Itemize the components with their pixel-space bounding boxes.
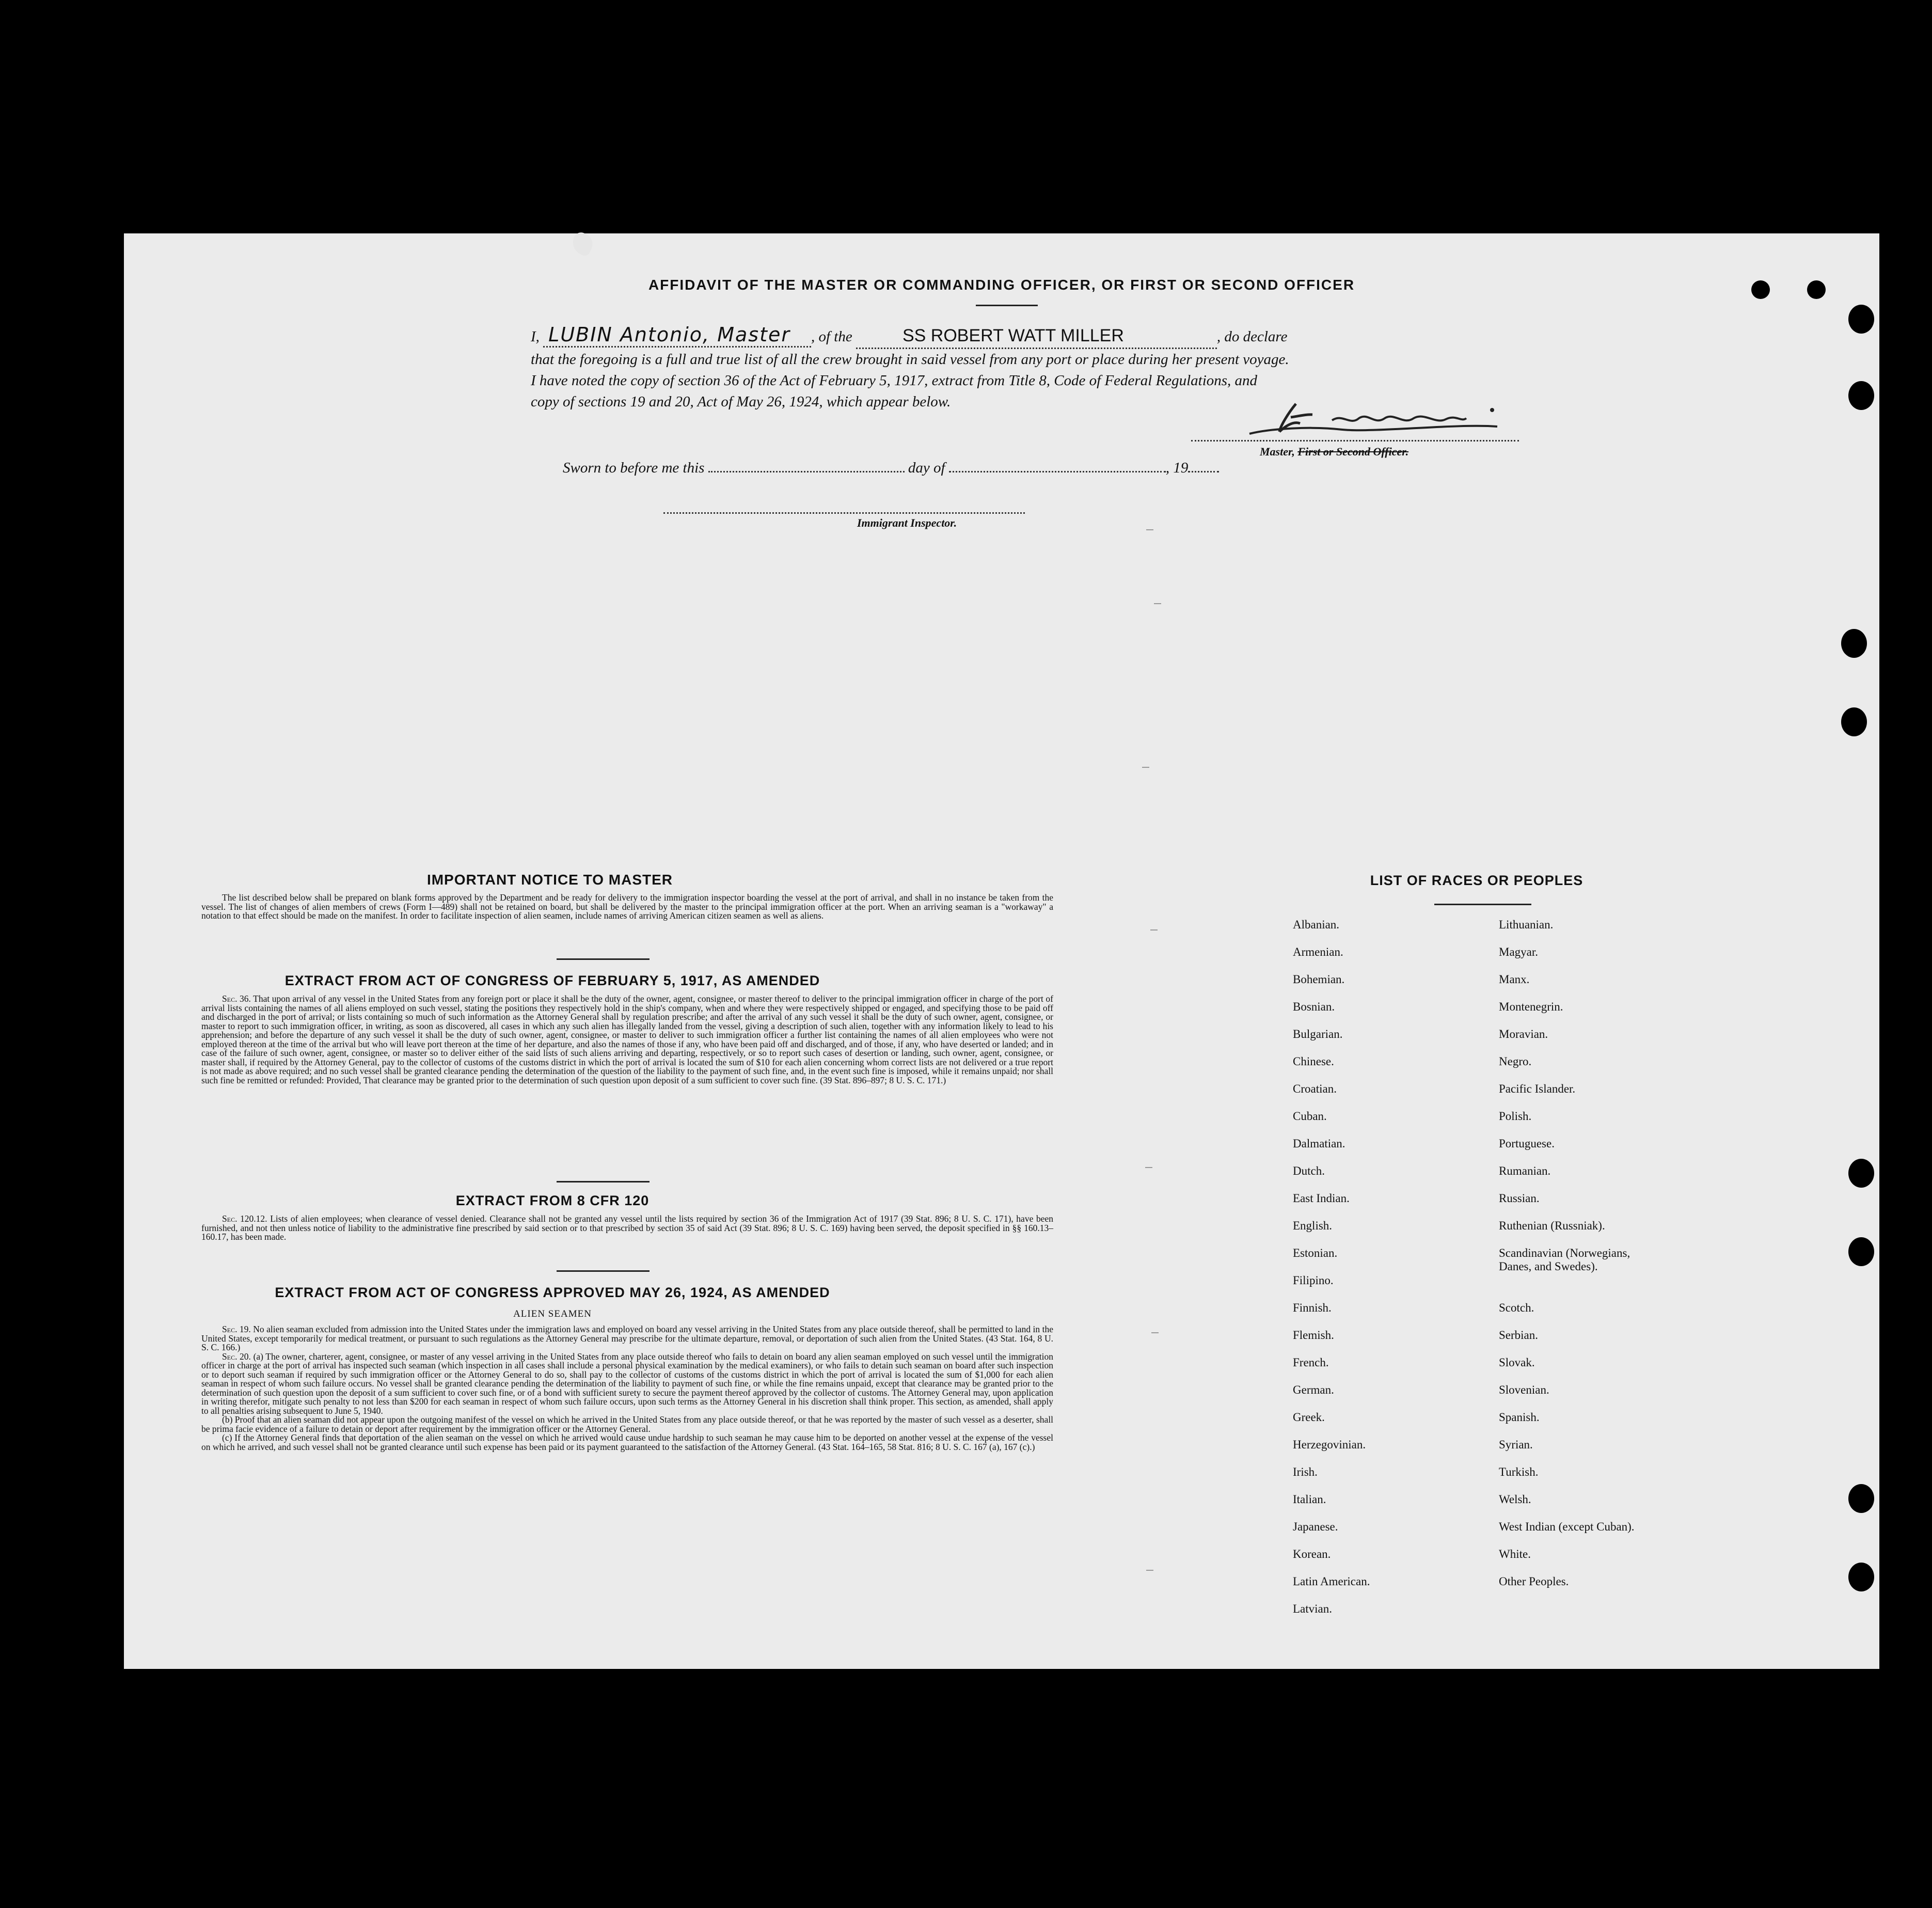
extract-1917-paragraph [201, 995, 1053, 1085]
paper-scrap [568, 230, 596, 257]
fold-mark [1150, 929, 1158, 931]
race-item: Scandinavian (Norwegians, [1499, 1247, 1630, 1259]
race-item: Latin American. [1293, 1575, 1370, 1588]
race-item: Slovenian. [1499, 1383, 1549, 1396]
race-item: West Indian (except Cuban). [1499, 1520, 1635, 1533]
race-item: Negro. [1499, 1055, 1532, 1068]
race-item: Ruthenian (Russniak). [1499, 1219, 1605, 1232]
race-item: Filipino. [1293, 1274, 1334, 1287]
race-item: Bohemian. [1293, 973, 1345, 986]
fold-mark [1146, 1570, 1153, 1571]
sec20b-paragraph: (b) Proof that an alien seaman did not appear upon the outgoing manifest of the vessel on which he arrived in the United States from any place outside thereof, or that he was reported by the master of such vessel as a deserter, shall be prima facie evidence of a failure to detain or deport after requirement by the immigration officer or the Attorney General. [201, 1414, 1053, 1434]
race-item: Flemish. [1293, 1329, 1334, 1342]
extract-1917-body [201, 995, 1053, 1085]
race-item: Polish. [1499, 1110, 1532, 1123]
race-item: Syrian. [1499, 1438, 1533, 1451]
race-item: Armenian. [1293, 945, 1343, 958]
declaration-line-1 [531, 324, 1522, 349]
divider [1434, 904, 1531, 905]
race-item: Chinese. [1293, 1055, 1334, 1068]
punch-hole [1848, 1563, 1874, 1591]
race-item: Greek. [1293, 1411, 1325, 1424]
sworn-month-field [949, 471, 1166, 472]
race-item: Turkish. [1499, 1465, 1539, 1478]
sec19-paragraph [201, 1325, 1053, 1352]
notice-paragraph: The list described below shall be prepared on blank forms approved by the Department and be ready for delivery to the immigration inspector boarding the vessel at the port of arrival, and shall in no instance be taken from the vessel. The list of changes of alien members of crews (Form I—489) shall not be retained on board, but shall be delivered by the master to the principal immigration officer at the port. When an arriving seaman is a "workaway" a notation to that effect should be made on the manifest. In order to facilitate inspection of alien seamen, include names of arriving American citizen seamen as well as aliens. [201, 892, 1053, 921]
punch-hole [1841, 629, 1867, 658]
sworn-day-field [708, 471, 905, 472]
race-item: Japanese. [1293, 1520, 1338, 1533]
race-item: Serbian. [1499, 1329, 1539, 1342]
race-item: Montenegrin. [1499, 1000, 1563, 1013]
race-item: Latvian. [1293, 1602, 1332, 1615]
punch-hole [1848, 305, 1874, 334]
race-item: Russian. [1499, 1192, 1540, 1205]
notice-body [201, 893, 1053, 921]
race-item: Albanian. [1293, 918, 1340, 931]
race-item: Spanish. [1499, 1411, 1540, 1424]
sec36-label: Sec. 36. [222, 994, 251, 1004]
sec20c-paragraph: (c) If the Attorney General finds that deportation of the alien seaman on the vessel on which he arrived would cause undue hardship to such seaman he may cause him to be deported on another vessel at the expense of the vessel on which he arrived, and such vessel shall not be granted clearance until such expense has been paid or its payment guaranteed to the satisfaction of the Attorney General. (43 Stat. 164–165, 58 Stat. 816; 8 U. S. C. 167 (a), 167 (c).) [201, 1432, 1053, 1452]
sec120-label: Sec. 120.12. [222, 1213, 267, 1224]
race-item: Finnish. [1293, 1301, 1332, 1314]
sec20a-paragraph [201, 1352, 1053, 1416]
signer-title [1260, 445, 1408, 459]
extract-1924-title: EXTRACT FROM ACT OF CONGRESS APPROVED MAY 26, 1924, AS AMENDED [275, 1285, 830, 1300]
races-title: LIST OF RACES OR PEOPLES [1370, 873, 1583, 888]
extract-1917-title: EXTRACT FROM ACT OF CONGRESS OF FEBRUARY 5, 1917, AS AMENDED [284, 973, 820, 988]
ship-name: SS ROBERT WATT MILLER [902, 326, 1124, 345]
master-name-handwritten: LUBIN Antonio, Master [543, 323, 811, 348]
declaration-of-the: , of the [811, 328, 852, 345]
sworn-year-label: , 19 [1165, 460, 1189, 476]
race-item: Italian. [1293, 1493, 1326, 1506]
ship-name-field [856, 325, 1217, 349]
alien-seamen-subtitle: ALIEN SEAMEN [513, 1308, 592, 1319]
fold-mark [1151, 1332, 1159, 1333]
declaration-line-4: copy of sections 19 and 20, Act of May 26, 1924, which appear below. [531, 393, 951, 410]
race-item: Herzegovinian. [1293, 1438, 1366, 1451]
race-item: English. [1293, 1219, 1333, 1232]
inspector-signature-line [663, 512, 1025, 514]
punch-hole [1841, 707, 1867, 736]
fold-mark [1145, 1167, 1152, 1168]
sworn-year-field [1188, 471, 1219, 472]
divider [557, 1181, 650, 1182]
race-item: Dalmatian. [1293, 1137, 1345, 1150]
fold-mark [1154, 603, 1161, 604]
race-item: Scotch. [1499, 1301, 1534, 1314]
fold-mark [1146, 529, 1153, 530]
punch-hole [1848, 381, 1874, 410]
declaration-do-declare: , do declare [1216, 328, 1288, 345]
race-item: Portuguese. [1499, 1137, 1555, 1150]
signer-master-label: Master, [1260, 445, 1295, 458]
race-item: Other Peoples. [1499, 1575, 1569, 1588]
race-item: Magyar. [1499, 945, 1539, 958]
race-item: Rumanian. [1499, 1164, 1551, 1177]
race-item: Welsh. [1499, 1493, 1531, 1506]
sec20a-text: (a) The owner, charterer, agent, consignee, or master of any vessel arriving in the United States from any place outside thereof who fails to detain on board any alien seaman employed on such vessel until the immigration officer in charge at the port of arrival has inspected such seaman (which inspection in all cases shall include a personal physical examination by the medical examiners), or who fails to detain such seaman on board after such inspection or to deport such seaman if required by such immigration officer or the Attorney General to do so, shall pay to the collector of customs of the customs district in which the port of arrival is located the sum of $1,000 for each alien seaman in respect of whom such failure occurs. No vessel shall be granted clearance pending the determination of the liability to payment of such fine, or while the fine remains unpaid, except that clearance may be granted prior to the determination of such question upon the deposit of a sum sufficient to cover such fine, or of a bond with sufficient surety to secure the payment thereof approved by the collector of customs. The Attorney General may, upon application in writing therefor, mitigate such penalty to not less than $200 for each seaman in respect of whom such failure occurs, upon such terms as the Attorney General in his discretion shall think proper. This section, as amended, shall apply to all penalties arising subsequent to June 5, 1940. [201, 1351, 1053, 1416]
race-item: German. [1293, 1383, 1334, 1396]
punch-hole [1848, 1159, 1874, 1188]
race-item: Estonian. [1293, 1247, 1338, 1259]
master-signature [1239, 398, 1508, 439]
affidavit-title: AFFIDAVIT OF THE MASTER OR COMMANDING OFFICER, OR FIRST OR SECOND OFFICER [648, 277, 1355, 293]
sec36-text: That upon arrival of any vessel in the United States from any foreign port or place it shall be the duty of the owner, agent, consignee, or master thereof to deliver to the principal immigration officer in charge of the port of arrival lists containing the names of all aliens employed on such vessel, stating the positions they respectively hold in the ship's company, when and where they were respectively shipped or engaged, and specifying those to be paid off and discharged in the port of arrival; or lists containing so much of such information as the Attorney General shall by regulation prescribe; and after the arrival of any such vessel it shall be the duty of such owner, agent, consignee, or master to report to such immigration officer, in writing, as soon as discovered, all cases in which any such alien has illegally landed from the vessel, giving a description of such alien, together with any information likely to lead to his apprehension; and before the departure of any such vessel it shall be the duty of such owner, agent, consignee, or master to deliver to such immigration officer a further list containing the names of all alien employees who were not employed thereon at the time of the arrival but who will leave port thereon at the time of her departure, and also the names of those if any, who have been paid off and discharged, and of those, if any, who have deserted or landed; and in case of the failure of such owner, agent, consignee, or master so to deliver either of the said lists of such aliens arriving and departing, respectively, or so to report such cases of desertion or landing, such owner, agent, consignee, or master shall, if required by the Attorney General, pay to the collector of customs of the customs district in which the port of arrival is located the sum of $10 for each alien concerning whom correct lists are not delivered or a true report is not made as above required; and no such vessel shall be granted clearance pending the determination of the question of the liability to the payment of such fine, and, in the event such fine is imposed, while it remains unpaid; nor shall such fine be remitted or refunded: Provided, That clearance may be granted prior to the determination of such question upon deposit of a sum sufficient to cover such fine. (39 Stat. 896–897; 8 U. S. C. 171.) [201, 994, 1053, 1085]
extract-1924-body [201, 1325, 1053, 1452]
race-item: Dutch. [1293, 1164, 1325, 1177]
race-item: French. [1293, 1356, 1329, 1369]
declaration-i: I, [531, 328, 540, 345]
sworn-prefix: Sworn to before me this [563, 460, 705, 476]
sworn-day-label: day of [908, 460, 945, 476]
race-item: Manx. [1499, 973, 1530, 986]
divider [557, 958, 650, 960]
punch-hole [1751, 280, 1770, 299]
signer-struck-label: First or Second Officer. [1297, 445, 1409, 458]
extract-cfr-paragraph [201, 1215, 1053, 1242]
declaration-line-2: that the foregoing is a full and true list of all the crew brought in said vessel from any port or place during her present voyage. [531, 351, 1289, 368]
declaration-line-3: I have noted the copy of section 36 of the Act of February 5, 1917, extract from Title 8, Code of Federal Regulations, and [531, 372, 1258, 389]
sworn-line [563, 460, 1219, 477]
race-item: Croatian. [1293, 1082, 1337, 1095]
punch-hole [1848, 1237, 1874, 1266]
race-item: White. [1499, 1548, 1531, 1560]
extract-cfr-body [201, 1215, 1053, 1242]
sec19-text: No alien seaman excluded from admission into the United States under the immigration laws and employed on board any vessel arriving in the United States from any place outside thereof, shall be permitted to land in the United States, except temporarily for medical treatment, or pursuant to such regulations as the Attorney General may prescribe for the ultimate departure, removal, or deportation of such alien from the United States. (43 Stat. 164, 8 U. S. C. 166.) [201, 1324, 1054, 1352]
inspector-label: Immigrant Inspector. [857, 516, 957, 529]
sec20-label: Sec. 20. [222, 1351, 251, 1362]
divider [557, 1270, 650, 1272]
punch-hole [1848, 1484, 1874, 1513]
race-item: Bulgarian. [1293, 1028, 1343, 1040]
divider [976, 305, 1038, 306]
race-item: East Indian. [1293, 1192, 1350, 1205]
document-page [124, 233, 1879, 1669]
race-item: Danes, and Swedes). [1499, 1260, 1598, 1273]
race-item: Cuban. [1293, 1110, 1327, 1123]
extract-cfr-title: EXTRACT FROM 8 CFR 120 [455, 1193, 650, 1208]
sec120-text: Lists of alien employees; when clearance of vessel denied. Clearance shall not be granted any vessel until the lists required by section 36 of the Immigration Act of 1917 (39 Stat. 896; 8 U. S. C. 171), have been furnished, and not then unless notice of liability to the administrative fine prescribed by said section or to that prescribed by section 35 of said Act (39 Stat. 896; 8 U. S. C. 169) having been served, the deposit specified in §§ 160.13–160.17, has been made. [201, 1213, 1053, 1242]
race-item: Pacific Islander. [1499, 1082, 1576, 1095]
race-item: Bosnian. [1293, 1000, 1335, 1013]
sec19-label: Sec. 19. [222, 1324, 251, 1334]
punch-hole [1807, 280, 1826, 299]
race-item: Slovak. [1499, 1356, 1535, 1369]
fold-mark [1142, 767, 1149, 768]
race-item: Lithuanian. [1499, 918, 1554, 931]
race-item: Korean. [1293, 1548, 1331, 1560]
signature-line [1191, 440, 1519, 441]
notice-title: IMPORTANT NOTICE TO MASTER [426, 872, 673, 888]
race-item: Irish. [1293, 1465, 1318, 1478]
race-item: Moravian. [1499, 1028, 1548, 1040]
